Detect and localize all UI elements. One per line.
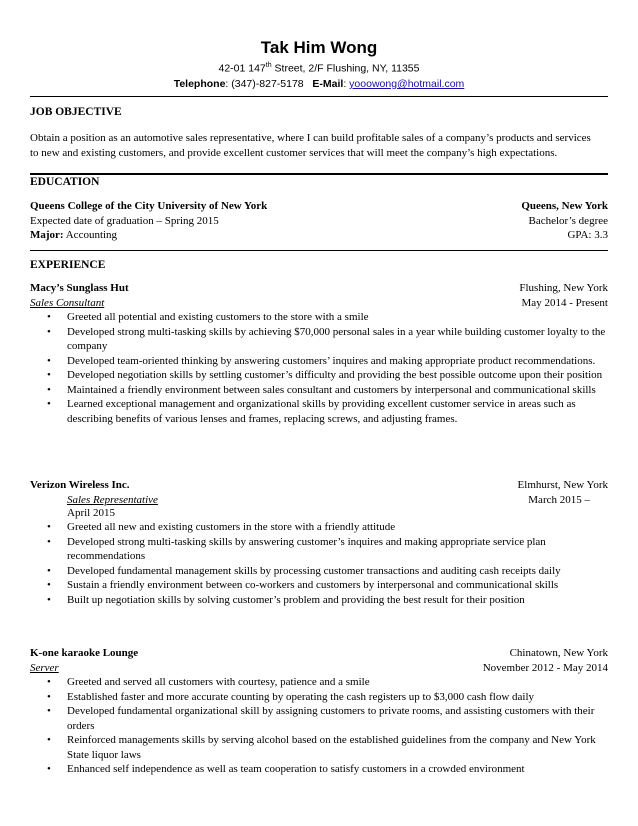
bullet-item: • Developed fundamental organizational skill by assigning customers to private rooms, and assisting customers with their orders [47, 705, 595, 732]
job-dates-continued: April 2015 [67, 507, 115, 519]
bullet-item: • Developed strong multi-tasking skills by achieving $70,000 personal sales in a year while building customer loyalty to the company [47, 325, 606, 352]
contact-line [0, 78, 638, 90]
objective-heading: JOB OBJECTIVE [30, 106, 122, 118]
email-link[interactable]: yooowong@hotmail.com [349, 78, 465, 90]
bullet-item: • Learned exceptional management and organizational skills by providing excellent customer service in areas such as describing benefits of various lenses and frames, replacing screws, and adjusting frames. [47, 398, 576, 425]
bullet-icon: • [47, 369, 51, 381]
job-role: Sales Representative [67, 494, 158, 506]
experience-heading: EXPERIENCE [30, 259, 106, 271]
bullet-icon: • [47, 734, 51, 746]
job-header-row [30, 479, 608, 494]
school-name: Queens College of the City University of New York [30, 200, 268, 212]
address-rest: Street, 2/F Flushing, NY, 11355 [271, 62, 420, 75]
job-role: Server [30, 662, 59, 674]
bullet-icon: • [47, 564, 51, 577]
email-colon: : [343, 78, 350, 90]
job-bullets [30, 310, 608, 426]
email-label: E-Mail [312, 78, 344, 90]
gpa: GPA: 3.3 [567, 229, 608, 241]
job-dates: May 2014 - Present [521, 297, 608, 309]
job-dates: March 2015 – [528, 494, 590, 506]
bullet-icon: • [47, 690, 51, 703]
education-divider [30, 250, 608, 251]
objective-divider [30, 173, 608, 175]
bullet-icon: • [47, 535, 51, 548]
bullet-icon: • [47, 354, 51, 367]
graduation-date: Expected date of graduation – Spring 2015 [30, 215, 219, 227]
bullet-item: • Developed team-oriented thinking by answering customers’ inquires and making appropriate product recommendations. [47, 354, 596, 367]
bullet-icon: • [47, 311, 51, 323]
major-label: Major: [30, 229, 64, 241]
bullet-item: • Developed fundamental management skills by processing customer transactions and auditing cash receipts daily [47, 564, 561, 577]
job-role: Sales Consultant [30, 297, 105, 309]
job-location: Flushing, New York [519, 282, 608, 294]
education-graduation-row [30, 215, 608, 230]
job-company: K-one karaoke Lounge [30, 647, 139, 659]
job-bullets [30, 520, 608, 607]
bullet-item: • Enhanced self independence as well as team cooperation to satisfy customers in a crowded environment [47, 763, 525, 775]
bullet-item: • Maintained a friendly environment between sales consultant and customers by interpersonal and communicational skills [47, 383, 596, 396]
degree: Bachelor’s degree [528, 215, 608, 227]
education-major-row [30, 229, 608, 244]
bullet-icon: • [47, 676, 51, 688]
address-street-number: 42-01 147 [218, 62, 266, 75]
job-header-row [30, 282, 608, 297]
bullet-icon: • [47, 383, 51, 396]
major-value: Accounting [63, 229, 118, 241]
bullet-item: • Greeted and served all customers with courtesy, patience and a smile [47, 676, 370, 688]
bullet-item: • Greeted all potential and existing customers to the store with a smile [47, 311, 369, 323]
job-location: Elmhurst, New York [517, 479, 608, 491]
bullet-item: • Developed strong multi-tasking skills by answering customer’s inquires and making appropriate service plan recommendations [47, 535, 546, 562]
bullet-icon: • [47, 705, 51, 717]
address-line [0, 62, 638, 75]
bullet-item: • Greeted all new and existing customers in the store with a friendly attitude [47, 521, 396, 533]
bullet-icon: • [47, 398, 51, 410]
job-location: Chinatown, New York [509, 647, 608, 659]
bullet-icon: • [47, 325, 51, 338]
education-heading: EDUCATION [30, 176, 100, 188]
bullet-item: • Reinforced managements skills by serving alcohol based on the established guidelines from the company and New York State liquor laws [47, 734, 596, 761]
telephone-label: Telephone [173, 78, 226, 90]
bullet-item: • Sustain a friendly environment between co-workers and customers by interpersonal and communicational skills [47, 579, 559, 591]
bullet-icon: • [47, 521, 51, 533]
bullet-icon: • [47, 763, 51, 775]
candidate-name: Tak Him Wong [260, 38, 378, 57]
address-ordinal: th [265, 62, 272, 69]
objective-text: Obtain a position as an automotive sales representative, where I can build profitable sales of a company’s products and services to new and existing customers, and provide excellent customer services that will meet the company’s high expectations. [30, 132, 591, 159]
telephone-number: : (347)-827-5178 [225, 78, 304, 90]
job-company: Verizon Wireless Inc. [30, 479, 130, 491]
bullet-item: • Built up negotiation skills by solving customer’s problem and providing the best result for their position [47, 593, 525, 606]
job-company: Macy’s Sunglass Hut [30, 282, 129, 294]
job-bullets [30, 675, 608, 777]
job-dates: November 2012 - May 2014 [482, 662, 608, 674]
school-location: Queens, New York [521, 200, 608, 212]
job-header-row [30, 647, 608, 662]
education-school-row [30, 200, 608, 215]
bullet-icon: • [47, 579, 51, 591]
header-divider [30, 96, 608, 97]
bullet-icon: • [47, 593, 51, 606]
bullet-item: • Established faster and more accurate counting by operating the cash registers up to $3,000 cash flow daily [47, 690, 535, 703]
bullet-item: • Developed negotiation skills by settling customer’s difficulty and providing the best possible outcome upon their position [47, 369, 603, 381]
